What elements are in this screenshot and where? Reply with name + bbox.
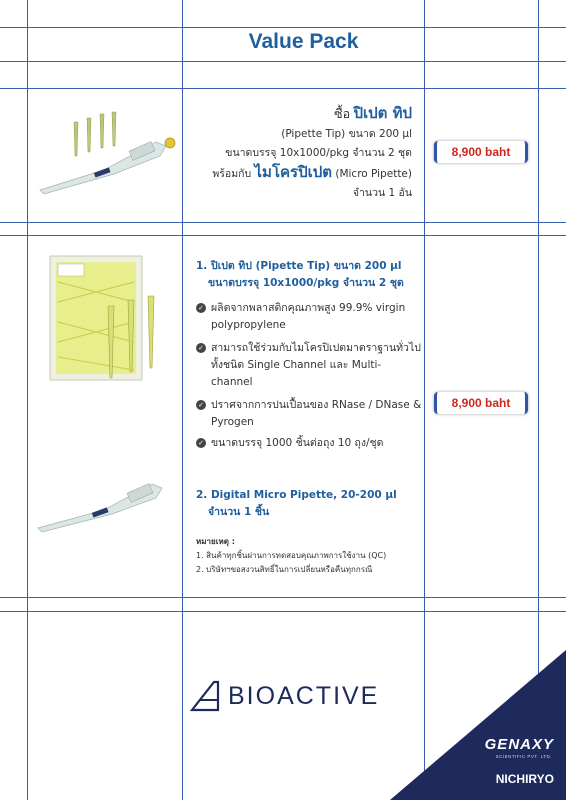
item1-heading-line2: ขนาดบรรจุ 10x1000/pkg จำนวน 2 ชุด <box>208 277 404 289</box>
grid-line <box>0 235 566 236</box>
offer2-price-badge: 8,900 baht <box>434 392 528 414</box>
offer1-spec: (Pipette Tip) ขนาด 200 µl <box>281 128 412 140</box>
note-item: 2. บริษัทฯขอสงวนสิทธิ์ในการเปลี่ยนหรือคืนทุกกรณี <box>196 565 373 574</box>
feature-text: ขนาดบรรจุ 1000 ชิ้นต่อถุง 10 ถุง/ชุด <box>211 437 384 449</box>
feature-text: สามารถใช้ร่วมกับไมโครปิเปตมาตราฐานทั่วไปทั้งชนิด Single Channel และ Multi-channel <box>211 342 421 388</box>
grid-line <box>0 61 566 62</box>
feature-item <box>196 397 422 431</box>
page-title: Value Pack <box>248 30 359 53</box>
grid-line <box>182 0 183 800</box>
note-item: 1. สินค้าทุกชิ้นผ่านการทดสอบคุณภาพการใช้งาน (QC) <box>196 551 387 560</box>
genaxy-logo: GENAXY <box>484 736 554 753</box>
offer1-with-prefix: พร้อมกับ <box>212 168 252 180</box>
bioactive-wordmark: BIOACTIVE <box>228 682 380 710</box>
grid-line <box>0 27 566 28</box>
item1-heading <box>196 258 422 292</box>
check-circle-icon: ✓ <box>196 438 206 448</box>
bioactive-mark-icon <box>188 678 228 714</box>
pipette-tips-bag-image <box>44 252 172 392</box>
feature-text: ผลิตจากพลาสติกคุณภาพสูง 99.9% virgin polypropylene <box>211 302 406 331</box>
check-circle-icon: ✓ <box>196 343 206 353</box>
check-circle-icon: ✓ <box>196 303 206 313</box>
grid-line <box>27 0 28 800</box>
partner-corner <box>390 650 566 800</box>
offer1-description <box>190 104 412 203</box>
feature-item <box>196 435 422 452</box>
offer1-buy-product: ปิเปต ทิป <box>353 104 412 122</box>
nichiryo-logo: NICHIRYO <box>495 772 554 786</box>
bioactive-logo <box>184 676 424 716</box>
offer1-price-badge: 8,900 baht <box>434 141 528 163</box>
digital-micro-pipette-image <box>34 472 182 534</box>
micro-pipette-with-tips-image <box>34 108 182 198</box>
offer1-buy-prefix: ซื้อ <box>334 106 351 121</box>
item1-heading-line1: 1. ปิเปต ทิป (Pipette Tip) ขนาด 200 µl <box>196 260 402 272</box>
feature-text: ปราศจากการปนเปื้อนของ RNase / DNase & Pyrogen <box>211 399 422 428</box>
note-title: หมายเหตุ : <box>196 537 235 546</box>
offer1-with-product: ไมโครปิเปต <box>254 163 333 181</box>
check-circle-icon: ✓ <box>196 400 206 410</box>
grid-line <box>0 222 566 223</box>
offer1-with-suffix: (Micro Pipette) <box>335 168 412 180</box>
offer1-qty: จำนวน 1 อัน <box>352 187 412 199</box>
item2-heading-line2: จำนวน 1 ชิ้น <box>208 506 270 518</box>
feature-item <box>196 300 422 334</box>
grid-line <box>0 597 566 598</box>
notes <box>196 535 422 577</box>
grid-line <box>0 611 566 612</box>
feature-item <box>196 340 422 391</box>
item2-heading-line1: 2. Digital Micro Pipette, 20-200 µl <box>196 489 397 501</box>
item2-heading <box>196 487 422 521</box>
offer1-pack: ขนาดบรรจุ 10x1000/pkg จำนวน 2 ชุด <box>225 147 412 159</box>
grid-line <box>0 88 566 89</box>
genaxy-subtitle: SCIENTIFIC PVT. LTD. <box>495 754 552 759</box>
